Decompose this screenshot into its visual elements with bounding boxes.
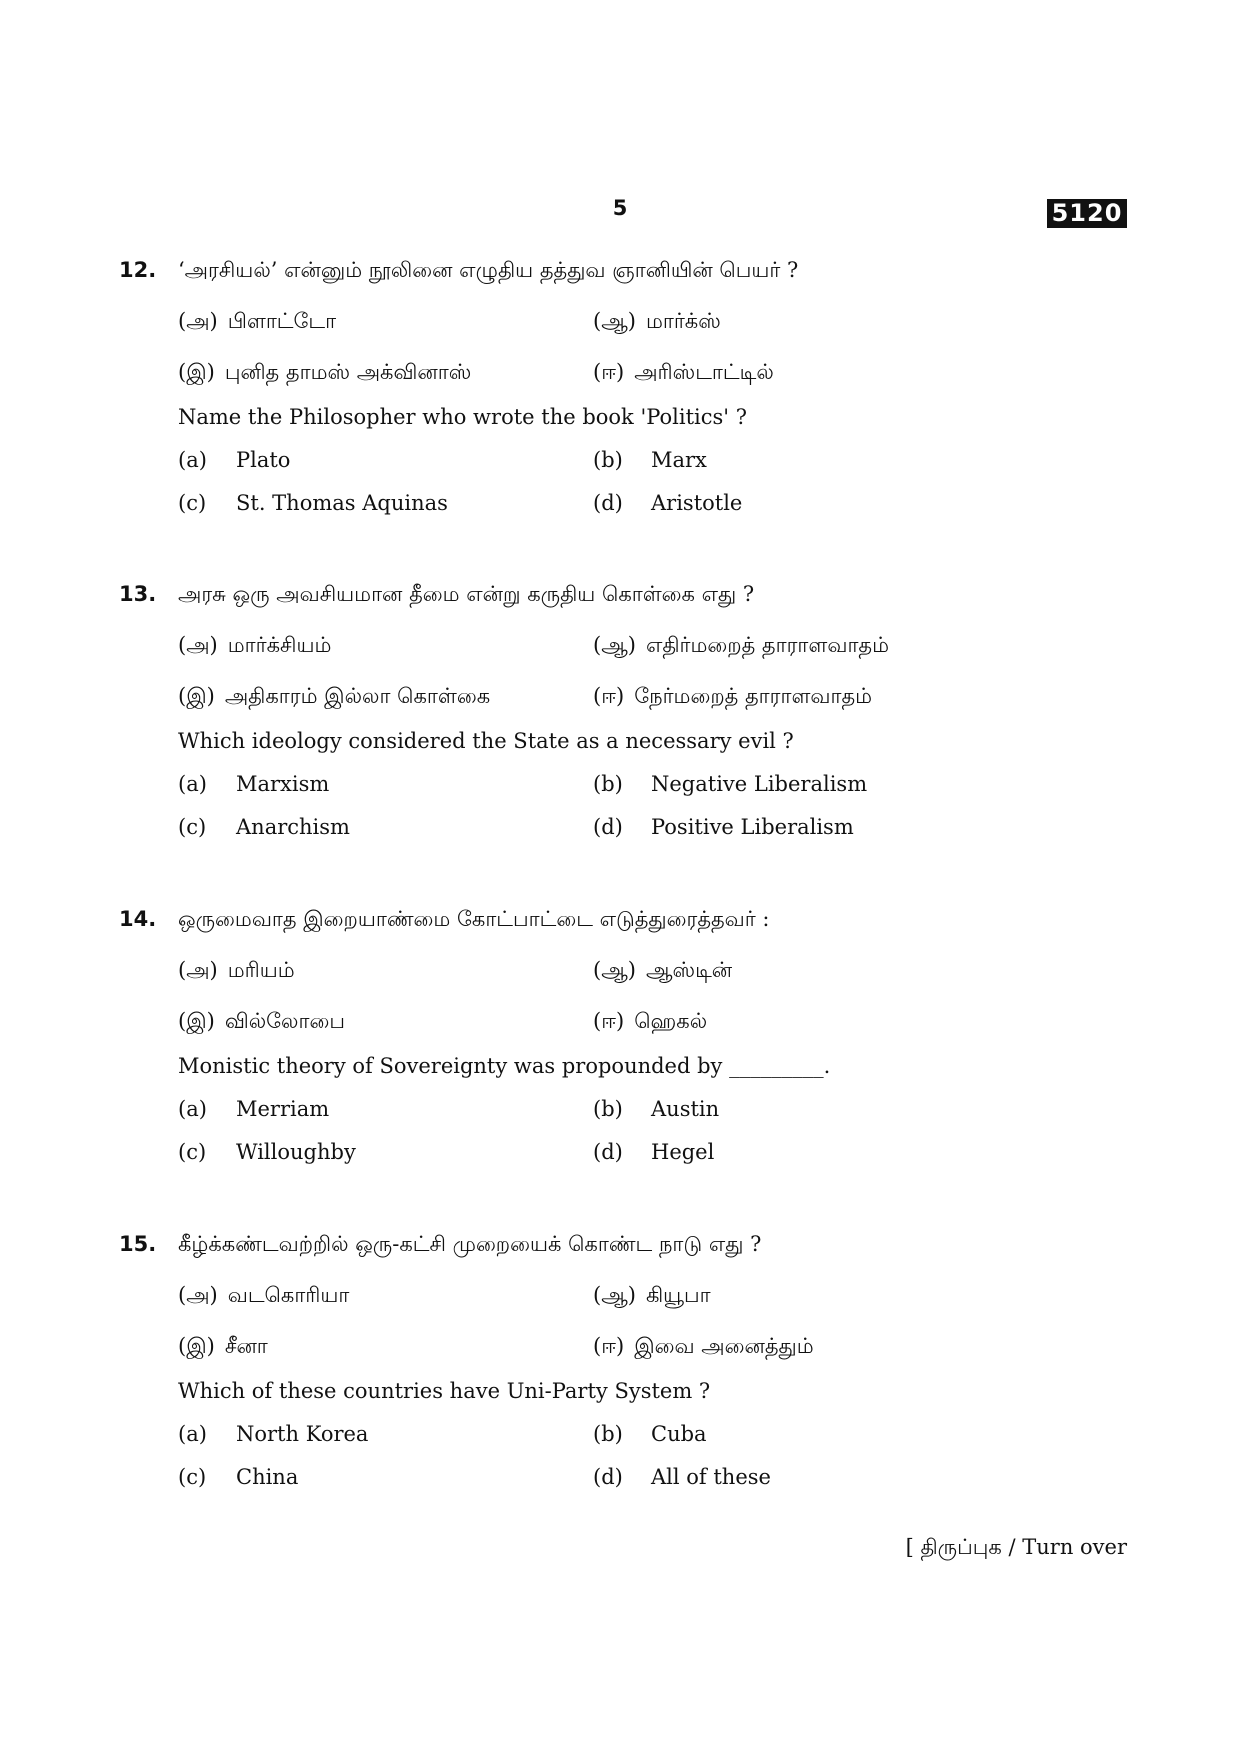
option-d: (d) All of these xyxy=(593,1465,771,1489)
option-tamil-4: (ஈ) அரிஸ்டாட்டில் xyxy=(593,360,774,384)
option-tamil-3: (இ) புனித தாமஸ் அக்வினாஸ் xyxy=(178,360,472,384)
question-number: 14. xyxy=(119,907,157,931)
option-b: (b) Marx xyxy=(593,448,707,472)
question-number: 13. xyxy=(119,582,157,606)
option-tamil-3: (இ) வில்லோபை xyxy=(178,1009,345,1033)
question-number: 15. xyxy=(119,1232,157,1256)
question-text-tamil: ஒருமைவாத இறையாண்மை கோட்பாட்டை எடுத்துரைத்தவர் : xyxy=(178,907,770,931)
option-tamil-3: (இ) அதிகாரம் இல்லா கொள்கை xyxy=(178,684,491,708)
question-text-english: Which ideology considered the State as a necessary evil ? xyxy=(178,729,794,753)
question-number: 12. xyxy=(119,258,157,282)
question-text-english: Which of these countries have Uni-Party System ? xyxy=(178,1379,711,1403)
option-c: (c) Anarchism xyxy=(178,815,350,839)
question-text-tamil: கீழ்க்கண்டவற்றில் ஒரு-கட்சி முறையைக் கொண்ட நாடு எது ? xyxy=(178,1232,762,1256)
option-c: (c) China xyxy=(178,1465,299,1489)
option-tamil-4: (ஈ) நேர்மறைத் தாராளவாதம் xyxy=(593,684,873,708)
turn-over-note: [ திருப்புக / Turn over xyxy=(905,1535,1127,1559)
question-text-tamil: அரசு ஒரு அவசியமான தீமை என்று கருதிய கொள்கை எது ? xyxy=(178,582,755,606)
option-b: (b) Cuba xyxy=(593,1422,707,1446)
option-a: (a) Merriam xyxy=(178,1097,330,1121)
option-tamil-2: (ஆ) மார்க்ஸ் xyxy=(593,309,721,333)
option-c: (c) Willoughby xyxy=(178,1140,356,1164)
option-d: (d) Hegel xyxy=(593,1140,715,1164)
option-a: (a) Plato xyxy=(178,448,291,472)
page-number: 5 xyxy=(612,196,628,220)
option-tamil-1: (அ) வடகொரியா xyxy=(178,1283,350,1307)
paper-code-badge: 5120 xyxy=(1047,199,1127,228)
option-tamil-1: (அ) மரியம் xyxy=(178,958,295,982)
option-tamil-3: (இ) சீனா xyxy=(178,1334,268,1358)
option-b: (b) Austin xyxy=(593,1097,720,1121)
option-tamil-2: (ஆ) கியூபா xyxy=(593,1283,711,1307)
option-a: (a) Marxism xyxy=(178,772,330,796)
question-text-english: Monistic theory of Sovereignty was propounded by _________. xyxy=(178,1054,831,1078)
option-tamil-1: (அ) மார்க்சியம் xyxy=(178,633,332,657)
option-c: (c) St. Thomas Aquinas xyxy=(178,491,448,515)
option-tamil-4: (ஈ) இவை அனைத்தும் xyxy=(593,1334,814,1358)
option-tamil-1: (அ) பிளாட்டோ xyxy=(178,309,337,333)
question-text-tamil: ‘அரசியல்’ என்னும் நூலினை எழுதிய தத்துவ ஞானியின் பெயர் ? xyxy=(178,258,799,282)
option-b: (b) Negative Liberalism xyxy=(593,772,868,796)
option-tamil-4: (ஈ) ஹெகல் xyxy=(593,1009,708,1033)
option-d: (d) Aristotle xyxy=(593,491,743,515)
question-text-english: Name the Philosopher who wrote the book 'Politics' ? xyxy=(178,405,747,429)
option-a: (a) North Korea xyxy=(178,1422,369,1446)
option-tamil-2: (ஆ) ஆஸ்டின் xyxy=(593,958,733,982)
option-tamil-2: (ஆ) எதிர்மறைத் தாராளவாதம் xyxy=(593,633,890,657)
option-d: (d) Positive Liberalism xyxy=(593,815,854,839)
